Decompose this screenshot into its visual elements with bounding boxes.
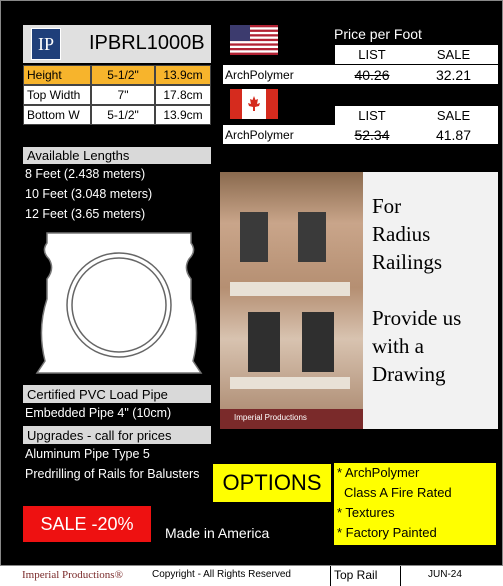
option-item: * ArchPolymer [337,465,420,480]
upgrade-item: Predrilling of Rails for Balusters [25,467,200,481]
upgrades-heading: Upgrades - call for prices [23,426,211,444]
spec-metric: 13.9cm [155,105,211,125]
sale-badge: SALE -20% [23,506,151,542]
sale-header: SALE [409,106,498,125]
spec-row-height [23,65,211,85]
option-item: Class A Fire Rated [344,485,452,500]
spec-label: Bottom W [23,105,91,125]
spec-imperial: 7" [91,85,155,105]
footer-brand: Imperial Productions® [22,569,123,581]
us-material: ArchPolymer [223,65,335,84]
options-label: OPTIONS [213,464,331,502]
list-header: LIST [335,106,409,125]
length-item: 10 Feet (3.048 meters) [25,187,153,201]
spec-metric: 17.8cm [155,85,211,105]
lengths-heading: Available Lengths [23,147,211,164]
ca-list-price: 52.34 [335,125,409,144]
building-photo [220,172,363,429]
options-list [334,463,496,545]
upgrade-item: Aluminum Pipe Type 5 [25,447,150,461]
option-item: * Factory Painted [337,525,437,540]
footer-date: JUN-24 [428,569,462,580]
spec-metric: 13.9cm [155,65,211,85]
option-item: * Textures [337,505,395,520]
rail-profile-drawing [25,229,213,379]
spec-imperial: 5-1/2" [91,65,155,85]
us-sale-price: 32.21 [409,65,498,84]
footer [0,566,503,586]
sale-header: SALE [409,45,498,64]
ca-sale-price: 41.87 [409,125,498,144]
model-number: IPBRL1000B [89,32,205,54]
radius-railings-photo [220,172,498,429]
footer-category: Top Rail [334,568,378,582]
spec-label: Height [23,65,91,85]
spec-imperial: 5-1/2" [91,105,155,125]
photo-text-line: with a [372,334,424,358]
photo-text-line: Provide us [372,306,462,330]
spec-row-bottom-width [23,105,211,125]
photo-text-line: Radius [372,222,431,246]
list-header: LIST [335,45,409,64]
photo-text-line: Drawing [372,362,446,386]
us-list-price: 40.26 [335,65,409,84]
made-in-text: Made in America [165,525,270,541]
spec-row-top-width [23,85,211,105]
photo-watermark: Imperial Productions [234,413,307,422]
photo-text-line: For [372,194,402,218]
length-item: 12 Feet (3.65 meters) [25,207,146,221]
us-flag-icon [230,25,278,55]
length-item: 8 Feet (2.438 meters) [25,167,146,181]
certified-pipe-heading: Certified PVC Load Pipe [23,385,211,403]
footer-divider [330,566,331,586]
canada-flag-icon [230,89,278,119]
embedded-pipe-text: Embedded Pipe 4" (10cm) [25,406,172,420]
price-title: Price per Foot [334,26,422,42]
footer-copyright: Copyright - All Rights Reserved [152,569,291,580]
spec-label: Top Width [23,85,91,105]
ca-material: ArchPolymer [223,125,335,144]
photo-text-line: Railings [372,250,443,274]
footer-divider [400,566,401,586]
company-logo: IP [31,28,61,60]
